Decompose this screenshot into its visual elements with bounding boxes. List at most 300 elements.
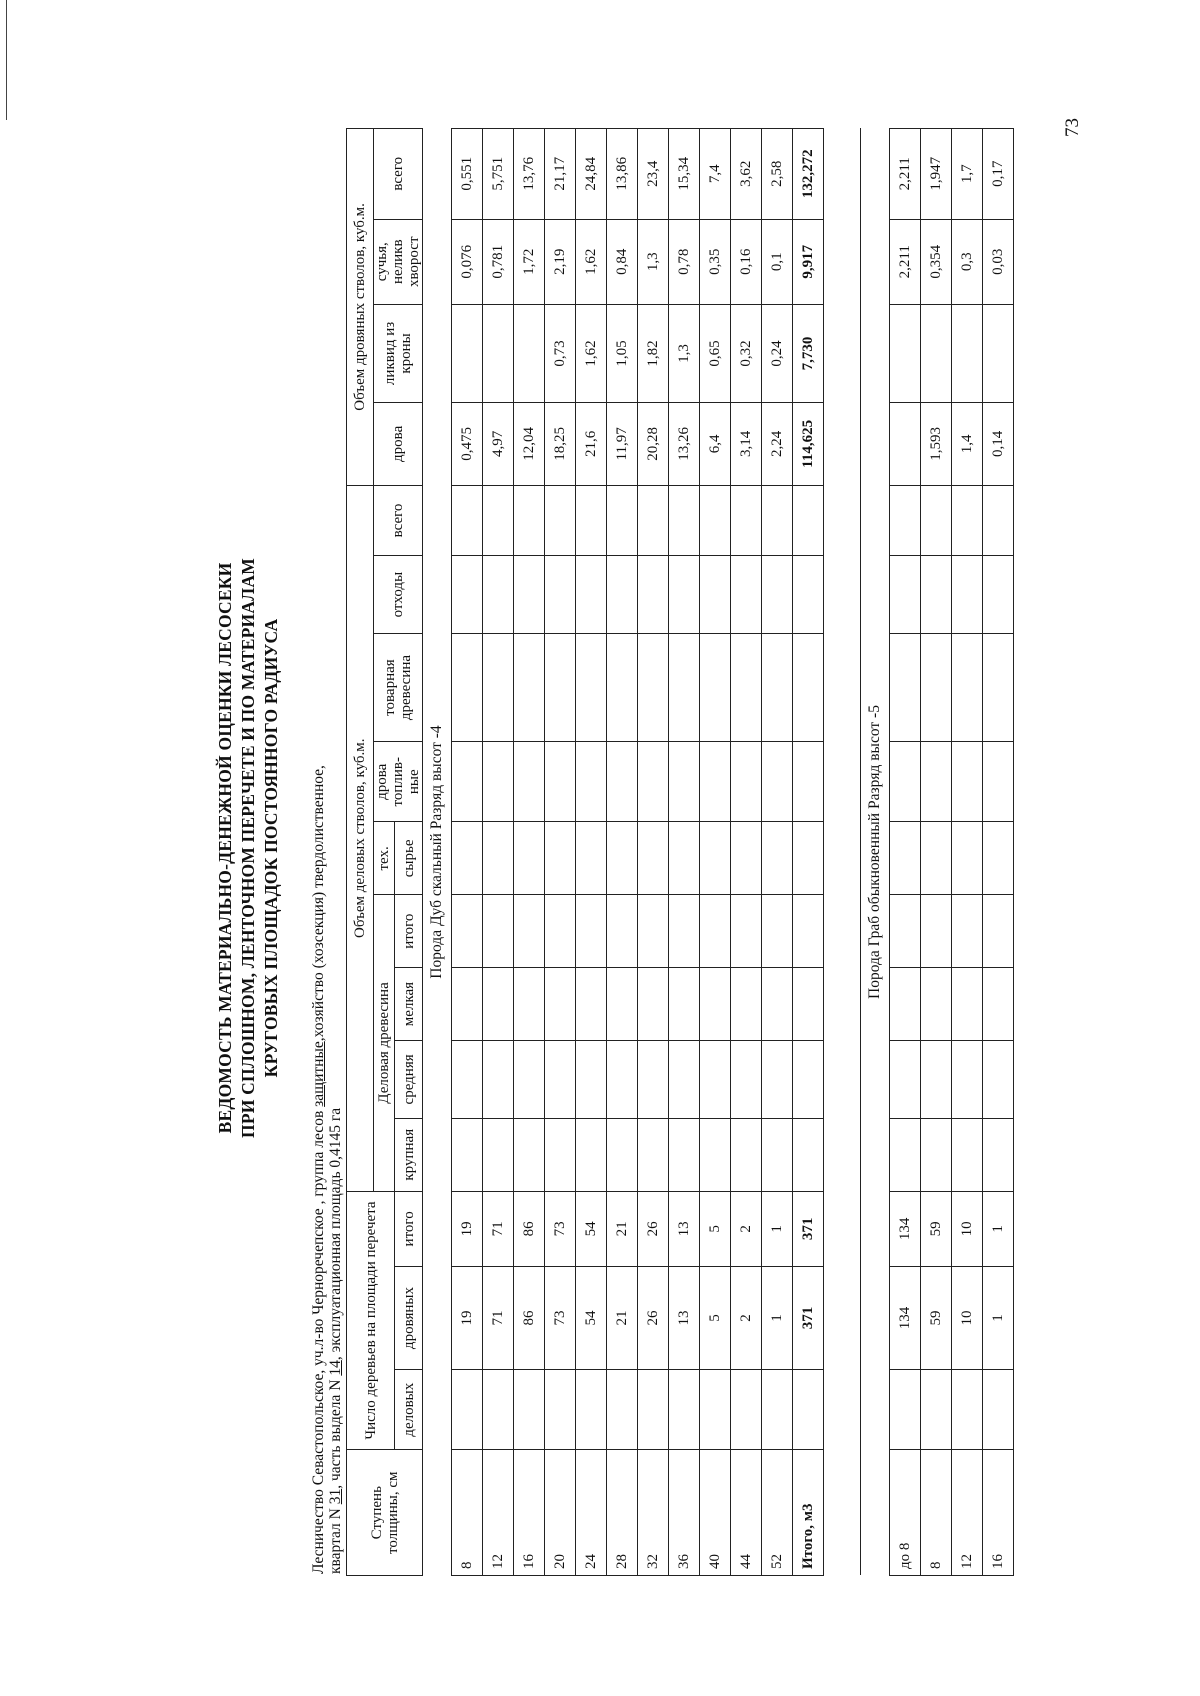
valuation-table [346,128,1014,1576]
forestry-info [310,765,344,1574]
cell-vsego [607,485,638,555]
header-trees-drov: дровяных [395,1267,423,1370]
cell-itogo [576,895,607,968]
cell-syrye [514,822,545,895]
cell-othody [545,556,576,634]
cell-suchya: 1,72 [514,219,545,304]
info-line-2: квартал N 31, часть выдела N 14, эксплуатационная площадь 0,4145 га [327,1107,344,1574]
table-row [669,129,700,1576]
quarter-value: 31 [327,1488,344,1505]
cell-itogo [921,895,952,968]
cell-trees-del [545,1370,576,1450]
cell-suchya: 0,3 [952,219,983,304]
cell-srednyaya [452,1040,483,1118]
cell-likvid [514,304,545,402]
cell-itogo [483,895,514,968]
cell-vsego-2: 3,62 [731,129,762,220]
cell-syrye [793,822,824,895]
cell-drova: 114,625 [793,402,824,485]
cell-syrye [452,822,483,895]
cell-itogo [890,895,921,968]
cell-krupnaya [731,1118,762,1191]
cell-drova-toplivnye [638,742,669,822]
cell-suchya: 1,62 [576,219,607,304]
cell-tovarnaya [952,634,983,742]
cell-vsego [452,485,483,555]
cell-trees-itogo: 10 [952,1191,983,1266]
cell-tovarnaya [483,634,514,742]
cell-othody [514,556,545,634]
cell-melkaya [700,968,731,1041]
cell-vsego [545,485,576,555]
cell-trees-drov: 21 [607,1267,638,1370]
cell-tovarnaya [983,634,1014,742]
cell-vsego [762,485,793,555]
cell-tovarnaya [638,634,669,742]
cell-drova: 11,97 [607,402,638,485]
document-title [214,0,283,1696]
cell-drova-toplivnye [514,742,545,822]
cell-trees-del [921,1370,952,1450]
cell-drova-toplivnye [921,742,952,822]
cell-srednyaya [983,1040,1014,1118]
cell-itogo [452,895,483,968]
cell-tovarnaya [700,634,731,742]
cell-drova [890,402,921,485]
section-row-oak [423,129,452,1576]
cell-trees-del [952,1370,983,1450]
cell-suchya: 1,3 [638,219,669,304]
cell-suchya: 0,78 [669,219,700,304]
cell-suchya: 9,917 [793,219,824,304]
cell-krupnaya [669,1118,700,1191]
cell-melkaya [731,968,762,1041]
cell-trees-drov: 71 [483,1267,514,1370]
cell-vsego-2: 23,4 [638,129,669,220]
cell-suchya: 0,076 [452,219,483,304]
cell-tovarnaya [890,634,921,742]
cell-othody [731,556,762,634]
cell-othody [452,556,483,634]
cell-trees-del [890,1370,921,1450]
cell-tovarnaya [762,634,793,742]
cell-trees-itogo: 371 [793,1191,824,1266]
cell-syrye [638,822,669,895]
header-trees-itogo: итого [395,1191,423,1266]
cell-step: 24 [576,1450,607,1576]
cell-drova: 21,6 [576,402,607,485]
cell-melkaya [669,968,700,1041]
cell-srednyaya [545,1040,576,1118]
cell-krupnaya [700,1118,731,1191]
cell-melkaya [576,968,607,1041]
cell-likvid [952,304,983,402]
cell-krupnaya [483,1118,514,1191]
cell-trees-del [452,1370,483,1450]
cell-likvid: 0,24 [762,304,793,402]
cell-syrye [669,822,700,895]
cell-syrye [576,822,607,895]
cell-itogo [607,895,638,968]
cell-trees-drov: 54 [576,1267,607,1370]
cell-syrye [731,822,762,895]
cell-melkaya [545,968,576,1041]
header-trees-group: Число деревьев на площади перечета [347,1191,395,1450]
table-row [762,129,793,1576]
cell-drova-toplivnye [607,742,638,822]
cell-trees-itogo: 5 [700,1191,731,1266]
cell-melkaya [952,968,983,1041]
cell-trees-del [731,1370,762,1450]
cell-trees-del [514,1370,545,1450]
cell-vsego-2: 13,86 [607,129,638,220]
cell-krupnaya [762,1118,793,1191]
header-srednyaya: средняя [395,1040,423,1118]
cell-itogo [669,895,700,968]
cell-melkaya [452,968,483,1041]
header-trees-del: деловых [395,1370,423,1450]
cell-krupnaya [545,1118,576,1191]
table-row [576,129,607,1576]
cell-tovarnaya [545,634,576,742]
cell-suchya: 0,03 [983,219,1014,304]
cell-tovarnaya [607,634,638,742]
cell-trees-drov: 86 [514,1267,545,1370]
cell-likvid: 1,05 [607,304,638,402]
cell-likvid: 0,32 [731,304,762,402]
cell-trees-del [669,1370,700,1450]
cell-vsego [700,485,731,555]
cell-othody [793,556,824,634]
cell-othody [983,556,1014,634]
cell-drova: 12,04 [514,402,545,485]
cell-trees-drov: 73 [545,1267,576,1370]
cell-vsego-2: 7,4 [700,129,731,220]
cell-vsego [983,485,1014,555]
section-row-hornbeam [861,129,890,1576]
cell-itogo [638,895,669,968]
header-delovyh-volume: Объем деловых стволов, куб.м. [347,485,374,1191]
cell-step: Итого, м3 [793,1450,824,1576]
cell-krupnaya [890,1118,921,1191]
cell-vsego-2: 13,76 [514,129,545,220]
cell-drova: 13,26 [669,402,700,485]
title-line-2: ПРИ СПЛОШНОМ, ЛЕНТОЧНОМ ПЕРЕЧЕТЕ И ПО МАТЕРИАЛАМ [238,558,258,1138]
cell-syrye [762,822,793,895]
cell-trees-drov: 26 [638,1267,669,1370]
table-row [890,129,921,1576]
cell-trees-drov: 1 [983,1267,1014,1370]
cell-melkaya [483,968,514,1041]
cell-trees-itogo: 1 [983,1191,1014,1266]
cell-step: 20 [545,1450,576,1576]
table-row [514,129,545,1576]
cell-othody [700,556,731,634]
cell-vsego [638,485,669,555]
cell-vsego [952,485,983,555]
cell-tovarnaya [576,634,607,742]
cell-suchya: 0,16 [731,219,762,304]
header-likvid: ликвид из кроны [374,304,423,402]
hornbeam-rows [890,129,1014,1576]
cell-srednyaya [669,1040,700,1118]
total-row [793,129,824,1576]
cell-step: 32 [638,1450,669,1576]
cell-trees-drov: 2 [731,1267,762,1370]
cell-suchya: 2,19 [545,219,576,304]
gap-row [824,129,861,1576]
cell-vsego-2: 2,58 [762,129,793,220]
cell-trees-del [983,1370,1014,1450]
cell-itogo [952,895,983,968]
cell-step: 8 [452,1450,483,1576]
cell-drova: 18,25 [545,402,576,485]
header-drova-toplivnye: дрова топлив-ные [374,742,423,822]
cell-drova: 1,4 [952,402,983,485]
cell-drova-toplivnye [545,742,576,822]
cell-drova-toplivnye [483,742,514,822]
title-line-3: КРУГОВЫХ ПЛОЩАДОК ПОСТОЯННОГО РАДИУСА [261,618,281,1078]
cell-vsego [669,485,700,555]
cell-step: 16 [983,1450,1014,1576]
cell-likvid: 1,3 [669,304,700,402]
cell-vsego-2: 15,34 [669,129,700,220]
cell-itogo [700,895,731,968]
cell-trees-itogo: 86 [514,1191,545,1266]
cell-step: до 8 [890,1450,921,1576]
table-row [700,129,731,1576]
cell-othody [762,556,793,634]
table-row [483,129,514,1576]
cell-trees-del [700,1370,731,1450]
cell-vsego [890,485,921,555]
cell-drova-toplivnye [793,742,824,822]
cell-itogo [762,895,793,968]
title-line-1: ВЕДОМОСТЬ МАТЕРИАЛЬНО-ДЕНЕЖНОЙ ОЦЕНКИ ЛЕСОСЕКИ [215,562,235,1134]
cell-krupnaya [576,1118,607,1191]
cell-likvid: 0,65 [700,304,731,402]
cell-trees-del [576,1370,607,1450]
cell-melkaya [638,968,669,1041]
cell-drova-toplivnye [669,742,700,822]
cell-srednyaya [890,1040,921,1118]
cell-krupnaya [514,1118,545,1191]
cell-trees-itogo: 73 [545,1191,576,1266]
cell-itogo [983,895,1014,968]
cell-syrye [890,822,921,895]
cell-syrye [952,822,983,895]
cell-vsego-2: 132,272 [793,129,824,220]
table-row [545,129,576,1576]
cell-syrye [983,822,1014,895]
cell-trees-itogo: 59 [921,1191,952,1266]
cell-trees-del [793,1370,824,1450]
cell-syrye [545,822,576,895]
cell-drova-toplivnye [576,742,607,822]
cell-vsego-2: 0,17 [983,129,1014,220]
header-itogo: итого [395,895,423,968]
cell-srednyaya [793,1040,824,1118]
cell-tovarnaya [452,634,483,742]
cell-itogo [514,895,545,968]
cell-othody [638,556,669,634]
cell-vsego [576,485,607,555]
cell-step: 12 [483,1450,514,1576]
table-row [983,129,1014,1576]
cell-step: 40 [700,1450,731,1576]
table-row [607,129,638,1576]
cell-srednyaya [952,1040,983,1118]
cell-trees-itogo: 26 [638,1191,669,1266]
cell-itogo [731,895,762,968]
header-vsego-2: всего [374,129,423,220]
cell-drova: 1,593 [921,402,952,485]
cell-krupnaya [607,1118,638,1191]
cell-vsego-2: 21,17 [545,129,576,220]
cell-trees-drov: 13 [669,1267,700,1370]
info-line-1: Лесничество Севастопольское, уч.л-во Черноречепское , группа лесов защитные,хозяйство (хозсекция) твердолиственное, [310,765,327,1574]
cell-suchya: 0,35 [700,219,731,304]
header-vsego: всего [374,485,423,555]
cell-srednyaya [576,1040,607,1118]
cell-othody [669,556,700,634]
cell-vsego-2: 0,551 [452,129,483,220]
cell-srednyaya [483,1040,514,1118]
header-step: Ступень толщины, см [347,1450,423,1576]
plot-value: 14 [327,1360,344,1376]
cell-tovarnaya [731,634,762,742]
cell-drova-toplivnye [983,742,1014,822]
table-body [423,129,452,1576]
header-tovarnaya: товарная древесина [374,634,423,742]
cell-trees-del [638,1370,669,1450]
cell-step: 44 [731,1450,762,1576]
oak-total [793,129,824,1576]
cell-step: 8 [921,1450,952,1576]
cell-othody [483,556,514,634]
cell-trees-drov: 1 [762,1267,793,1370]
cell-vsego-2: 2,211 [890,129,921,220]
header-suchya: сучья, неликв хворост [374,219,423,304]
cell-melkaya [762,968,793,1041]
cell-likvid: 1,62 [576,304,607,402]
cell-itogo [793,895,824,968]
header-drovyanyh-volume: Объем дровяных стволов, куб.м. [347,129,374,486]
cell-drova-toplivnye [890,742,921,822]
cell-othody [890,556,921,634]
table-row [731,129,762,1576]
cell-srednyaya [607,1040,638,1118]
oak-rows [452,129,793,1576]
cell-melkaya [607,968,638,1041]
cell-tovarnaya [921,634,952,742]
cell-trees-itogo: 21 [607,1191,638,1266]
cell-likvid [983,304,1014,402]
cell-drova: 2,24 [762,402,793,485]
cell-vsego [921,485,952,555]
cell-krupnaya [983,1118,1014,1191]
cell-krupnaya [452,1118,483,1191]
cell-drova-toplivnye [700,742,731,822]
header-delovaya-drevesina: Деловая древесина [374,895,395,1191]
cell-likvid: 7,730 [793,304,824,402]
cell-melkaya [921,968,952,1041]
cell-othody [576,556,607,634]
cell-vsego [731,485,762,555]
cell-trees-drov: 19 [452,1267,483,1370]
cell-suchya: 0,84 [607,219,638,304]
header-teh: тех. [374,822,395,895]
header-krupnaya: крупная [395,1118,423,1191]
cell-step: 36 [669,1450,700,1576]
header-melkaya: мелкая [395,968,423,1041]
cell-drova: 4,97 [483,402,514,485]
cell-likvid [890,304,921,402]
cell-drova-toplivnye [452,742,483,822]
cell-drova-toplivnye [952,742,983,822]
cell-drova: 3,14 [731,402,762,485]
cell-trees-itogo: 19 [452,1191,483,1266]
cell-likvid: 0,73 [545,304,576,402]
cell-trees-drov: 5 [700,1267,731,1370]
cell-trees-itogo: 54 [576,1191,607,1266]
cell-itogo [545,895,576,968]
cell-vsego-2: 5,751 [483,129,514,220]
cell-srednyaya [514,1040,545,1118]
cell-krupnaya [921,1118,952,1191]
cell-melkaya [514,968,545,1041]
cell-drova: 0,475 [452,402,483,485]
cell-srednyaya [638,1040,669,1118]
cell-krupnaya [793,1118,824,1191]
cell-tovarnaya [669,634,700,742]
cell-melkaya [890,968,921,1041]
section-label: Порода Граб обыкновенный Разряд высот -5 [861,129,890,1576]
cell-suchya: 0,781 [483,219,514,304]
cell-srednyaya [921,1040,952,1118]
cell-vsego [483,485,514,555]
cell-vsego-2: 1,7 [952,129,983,220]
cell-othody [952,556,983,634]
cell-krupnaya [638,1118,669,1191]
cell-krupnaya [952,1118,983,1191]
cell-trees-itogo: 2 [731,1191,762,1266]
cell-step: 28 [607,1450,638,1576]
cell-likvid [483,304,514,402]
cell-suchya: 2,211 [890,219,921,304]
cell-syrye [921,822,952,895]
cell-tovarnaya [514,634,545,742]
cell-trees-del [762,1370,793,1450]
cell-suchya: 0,1 [762,219,793,304]
table-row [638,129,669,1576]
cell-drova: 0,14 [983,402,1014,485]
cell-suchya: 0,354 [921,219,952,304]
cell-likvid: 1,82 [638,304,669,402]
cell-syrye [607,822,638,895]
cell-likvid [452,304,483,402]
table-row [921,129,952,1576]
cell-srednyaya [731,1040,762,1118]
cell-step: 52 [762,1450,793,1576]
cell-trees-del [483,1370,514,1450]
table-row [452,129,483,1576]
section-label: Порода Дуб скальный Разряд высот -4 [423,129,452,1576]
cell-trees-itogo: 71 [483,1191,514,1266]
cell-drova: 6,4 [700,402,731,485]
cell-trees-drov: 59 [921,1267,952,1370]
cell-trees-del [607,1370,638,1450]
